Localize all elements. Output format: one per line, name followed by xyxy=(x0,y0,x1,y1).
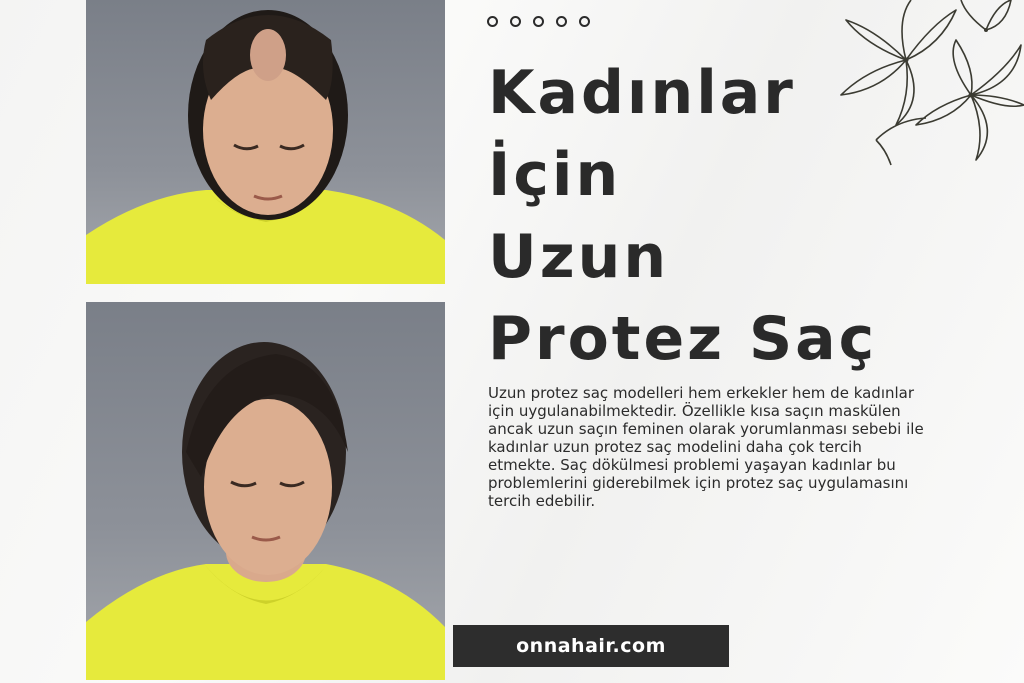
title-line-2: İçin xyxy=(488,140,622,210)
circle-icon xyxy=(487,16,498,27)
title-line-4: Protez Saç xyxy=(488,304,878,374)
website-url[interactable]: onnahair.com xyxy=(516,635,666,657)
description-text: Uzun protez saç modelleri hem erkekler hem de kadınlar için uygulanabilmektedir. Özellikle kısa saçın maskülen ancak uzun saçın feminen olarak yorumlanması sebebi ile kadınlar uzun protez saç modelini daha çok tercih etmekte. Saç dökülmesi problemi yaşayan kadınlar bu problemlerini giderebilmek için protez saç uygulamasını tercih edebilir. xyxy=(488,384,924,510)
after-photo xyxy=(86,302,445,680)
circle-icon xyxy=(556,16,567,27)
decorative-dots xyxy=(487,16,590,27)
circle-icon xyxy=(533,16,544,27)
after-photo-illustration xyxy=(86,302,445,680)
page-title xyxy=(488,52,877,380)
website-badge[interactable] xyxy=(453,625,729,667)
before-photo xyxy=(86,0,445,284)
circle-icon xyxy=(510,16,521,27)
title-line-1: Kadınlar xyxy=(488,58,796,128)
title-line-3: Uzun xyxy=(488,222,670,292)
circle-icon xyxy=(579,16,590,27)
before-photo-illustration xyxy=(86,0,445,284)
